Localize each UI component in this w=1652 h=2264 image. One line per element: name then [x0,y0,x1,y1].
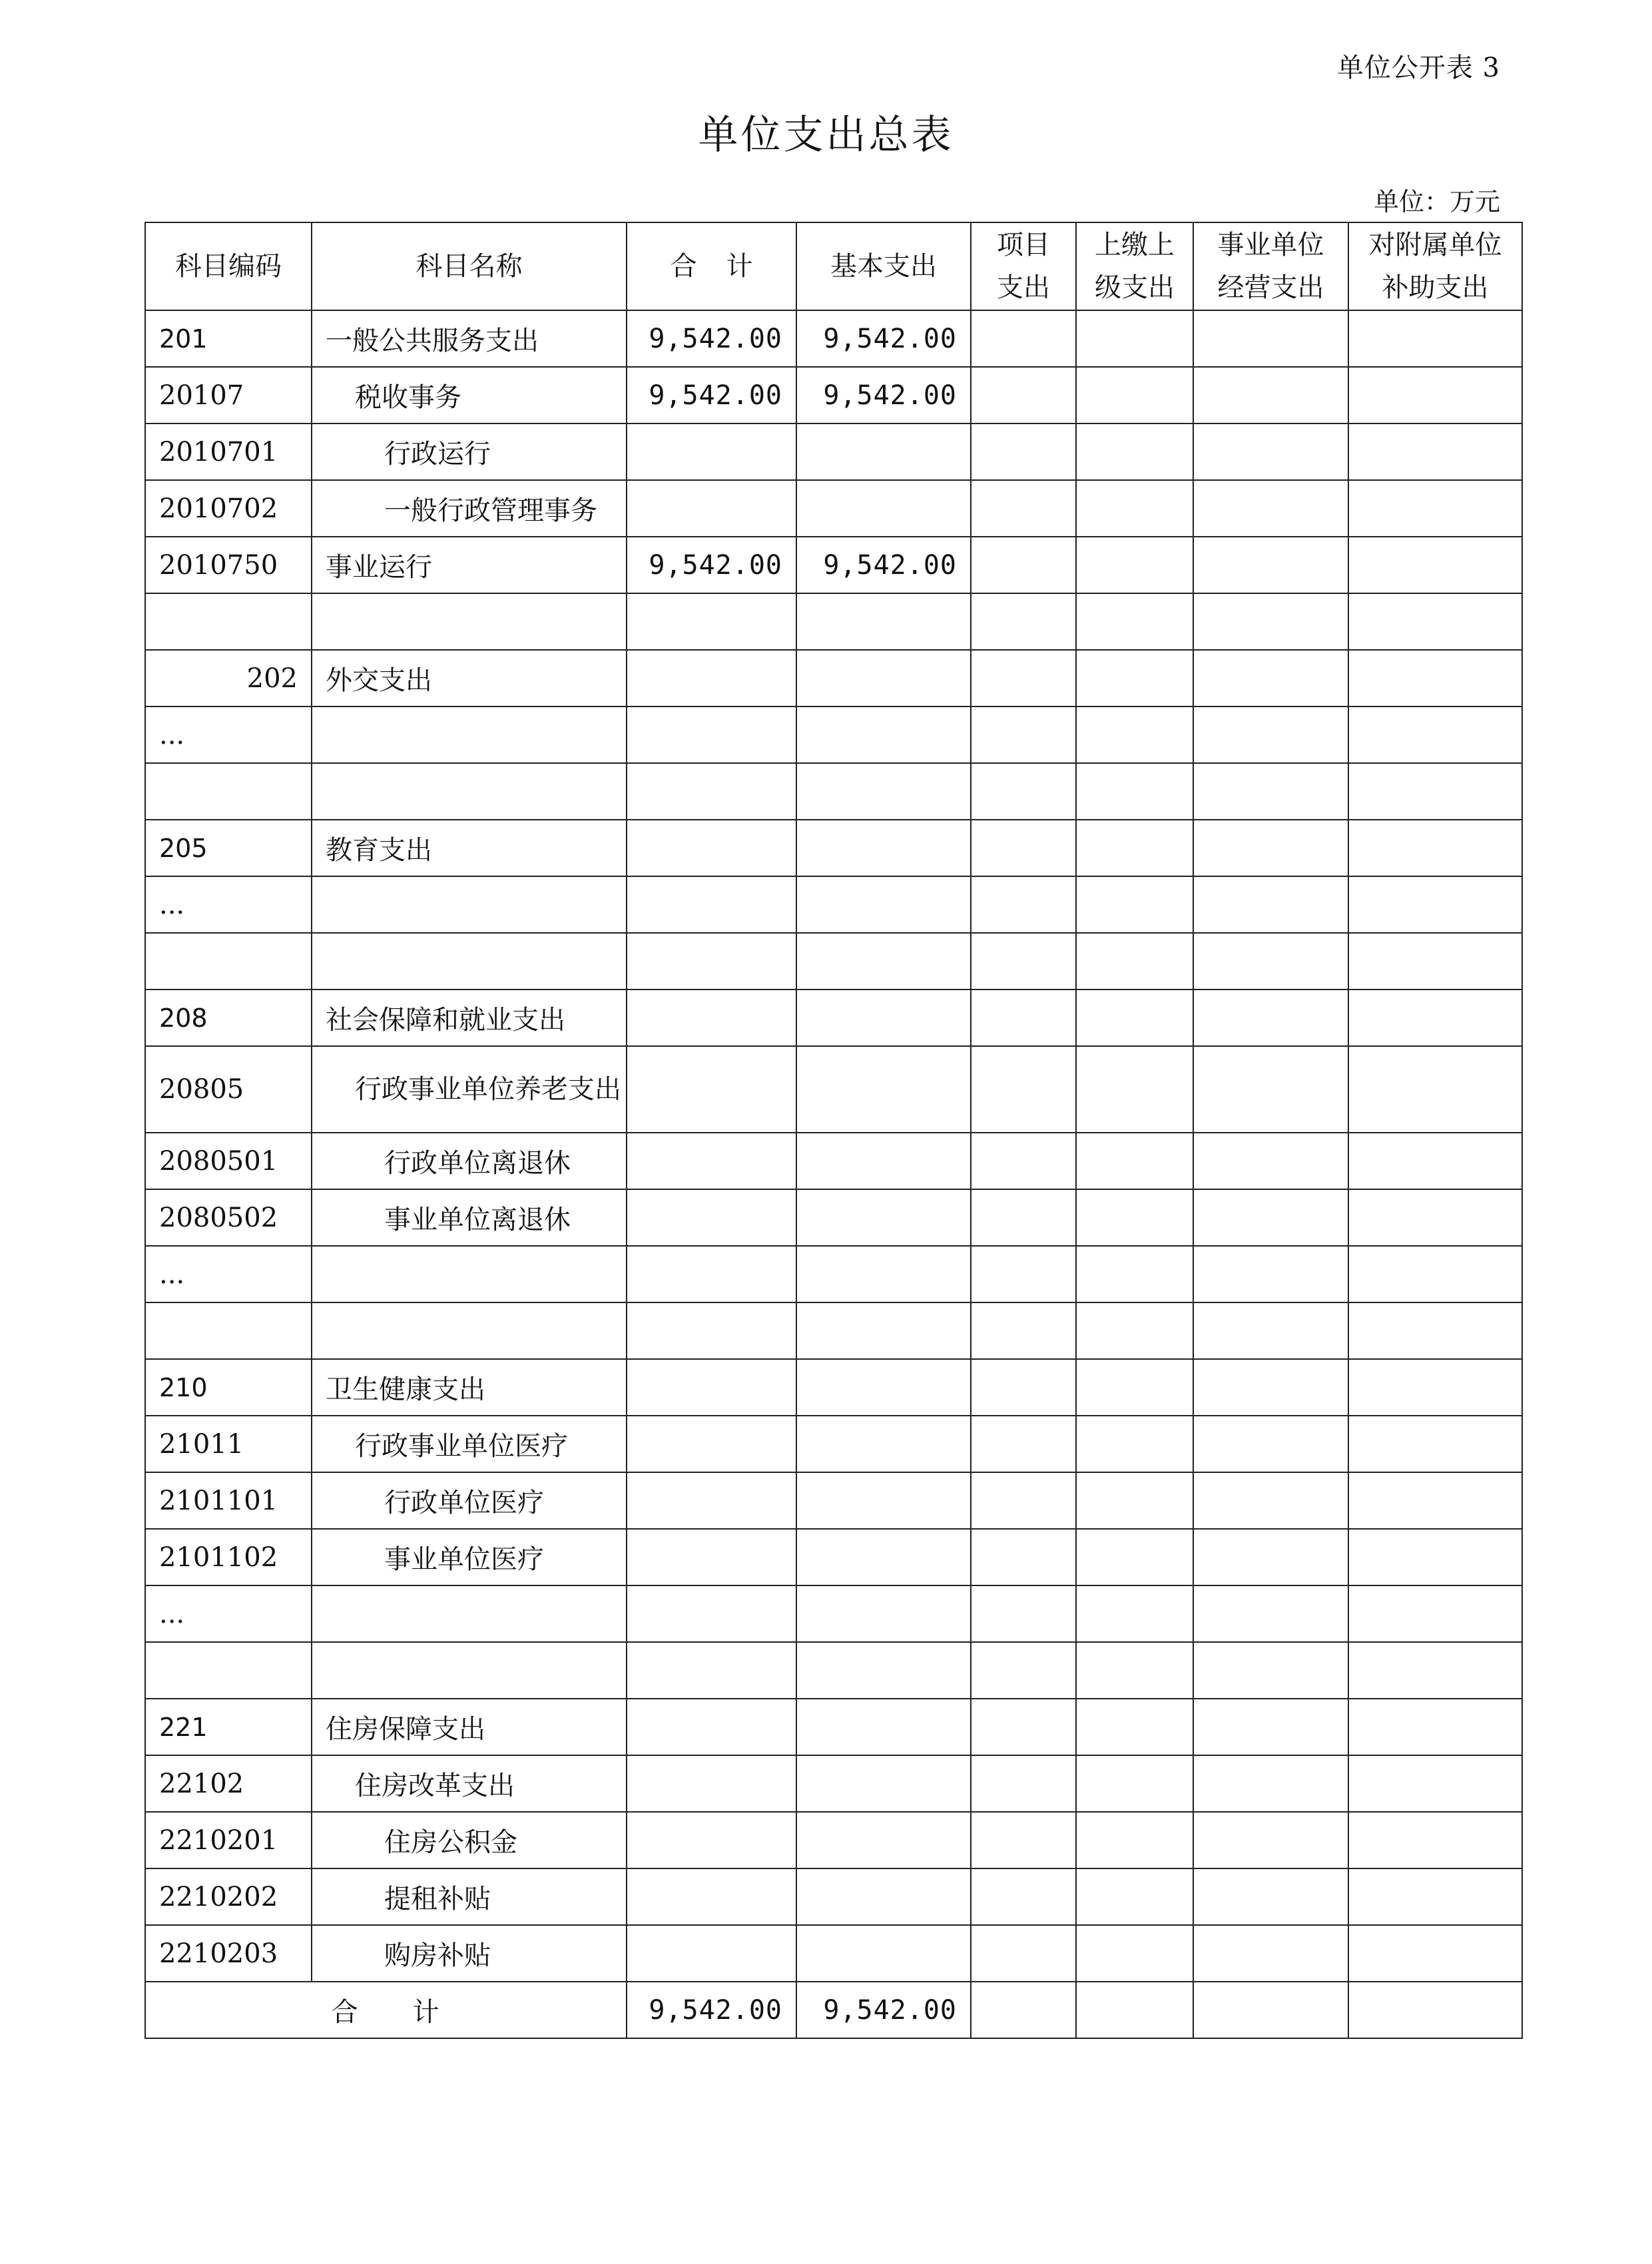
row-name: 事业单位医疗 [312,1529,627,1585]
table-row [145,1642,1522,1699]
row-subsidy [1348,1868,1522,1925]
row-name-text: 行政事业单位养老支出 [355,1074,621,1105]
row-name: 住房公积金 [312,1812,627,1868]
row-subsidy [1348,367,1522,424]
row-name [312,707,627,763]
header-name [312,222,627,310]
row-total [627,933,796,990]
row-code [145,1642,312,1699]
row-basic [796,1359,971,1416]
row-business [1193,650,1348,707]
table-row [145,1529,1522,1585]
table-row [145,593,1522,650]
table-row [145,537,1522,593]
row-remit [1076,367,1193,424]
row-total [627,1812,796,1868]
row-basic [796,933,971,990]
row-total [627,424,796,480]
row-total [627,1529,796,1585]
row-project [971,1529,1076,1585]
row-basic: 9,542.00 [796,537,971,593]
row-business [1193,1416,1348,1472]
row-code: ... [145,1585,312,1642]
row-name [312,933,627,990]
total-remit [1076,1982,1193,2038]
table-row [145,424,1522,480]
row-total [627,990,796,1046]
row-total [627,1189,796,1246]
row-remit [1076,990,1193,1046]
row-remit [1076,1472,1193,1529]
table-row [145,1868,1522,1925]
row-project [971,537,1076,593]
row-remit [1076,1868,1193,1925]
table-row [145,933,1522,990]
row-code [145,593,312,650]
row-basic [796,1925,971,1982]
header-subsidy-a: 对附属单位 [1368,230,1502,260]
row-business [1193,707,1348,763]
row-business [1193,1585,1348,1642]
row-total [627,1133,796,1189]
total-amount: 9,542.00 [627,1982,796,2038]
header-remit-a: 上缴上 [1095,230,1175,260]
row-subsidy [1348,1812,1522,1868]
row-remit [1076,1642,1193,1699]
row-project [971,820,1076,876]
row-business [1193,1046,1348,1133]
row-subsidy [1348,1642,1522,1699]
row-name [312,876,627,933]
row-code: 205 [145,820,312,876]
row-code: ... [145,876,312,933]
row-basic [796,1416,971,1472]
row-business [1193,1925,1348,1982]
row-project [971,1699,1076,1755]
row-project [971,1189,1076,1246]
row-total [627,1359,796,1416]
header-total-b: 计 [726,251,753,282]
row-remit [1076,1246,1193,1302]
row-code: 2010701 [145,424,312,480]
row-business [1193,1755,1348,1812]
row-business [1193,1189,1348,1246]
row-subsidy [1348,1925,1522,1982]
table-row [145,650,1522,707]
row-total [627,1642,796,1699]
row-remit [1076,1755,1193,1812]
row-remit [1076,1046,1193,1133]
header-subsidy-b: 补助支出 [1382,272,1489,303]
row-subsidy [1348,763,1522,820]
table-row [145,1359,1522,1416]
row-name: 一般公共服务支出 [312,310,627,367]
total-subsidy [1348,1982,1522,2038]
row-subsidy [1348,1699,1522,1755]
row-code: 2101102 [145,1529,312,1585]
row-total [627,1585,796,1642]
row-basic [796,820,971,876]
row-project [971,1868,1076,1925]
row-subsidy [1348,876,1522,933]
row-project [971,310,1076,367]
table-row [145,1189,1522,1246]
row-total [627,480,796,537]
header-remit-b: 级支出 [1095,272,1175,303]
row-project [971,763,1076,820]
row-subsidy [1348,1359,1522,1416]
row-name: 卫生健康支出 [312,1359,627,1416]
row-subsidy [1348,310,1522,367]
total-business [1193,1982,1348,2038]
row-basic [796,1642,971,1699]
table-row [145,1246,1522,1302]
row-project [971,1133,1076,1189]
row-subsidy [1348,1189,1522,1246]
table-row [145,1302,1522,1359]
row-business [1193,1472,1348,1529]
row-code: 20805 [145,1046,312,1133]
row-subsidy [1348,933,1522,990]
row-project [971,1755,1076,1812]
row-remit [1076,1585,1193,1642]
row-project [971,707,1076,763]
table-row [145,990,1522,1046]
row-business [1193,1868,1348,1925]
header-total [627,222,796,310]
row-basic [796,763,971,820]
row-business [1193,820,1348,876]
form-number: 单位公开表 3 [1336,53,1500,83]
row-name [312,593,627,650]
row-remit [1076,707,1193,763]
row-basic [796,1868,971,1925]
row-code: 2010702 [145,480,312,537]
row-business [1193,1642,1348,1699]
header-remit [1076,222,1193,310]
row-subsidy [1348,1046,1522,1133]
row-name: 行政运行 [312,424,627,480]
expenditure-table [144,222,1523,2039]
row-remit [1076,1529,1193,1585]
table-row [145,1133,1522,1189]
row-total: 9,542.00 [627,367,796,424]
row-code: 22102 [145,1755,312,1812]
row-total: 9,542.00 [627,537,796,593]
row-total [627,1046,796,1133]
row-total [627,1416,796,1472]
row-name: 事业单位离退休 [312,1189,627,1246]
row-remit [1076,310,1193,367]
table-row [145,876,1522,933]
table-row [145,820,1522,876]
row-project [971,1642,1076,1699]
header-basic [796,222,971,310]
total-label-b: 计 [412,1997,441,2028]
row-total [627,650,796,707]
row-remit [1076,1359,1193,1416]
row-code: 201 [145,310,312,367]
row-code: 2210201 [145,1812,312,1868]
header-code [145,222,312,310]
row-code: 208 [145,990,312,1046]
row-business [1193,424,1348,480]
row-business [1193,763,1348,820]
row-code [145,933,312,990]
row-subsidy [1348,1246,1522,1302]
table-row [145,1925,1522,1982]
row-name [312,1585,627,1642]
row-subsidy [1348,1529,1522,1585]
row-code: 2210202 [145,1868,312,1925]
unit-label: 单位：万元 [1373,187,1500,216]
row-remit [1076,424,1193,480]
row-total: 9,542.00 [627,310,796,367]
row-name: 住房改革支出 [312,1755,627,1812]
header-subsidy [1348,222,1522,310]
row-project [971,367,1076,424]
table-row [145,1699,1522,1755]
row-code: 2210203 [145,1925,312,1982]
row-remit [1076,480,1193,537]
page-title: 单位支出总表 [698,112,954,158]
table-row [145,1472,1522,1529]
row-subsidy [1348,707,1522,763]
row-code: 2101101 [145,1472,312,1529]
row-total [627,1868,796,1925]
row-remit [1076,820,1193,876]
row-basic [796,1302,971,1359]
row-total [627,1472,796,1529]
row-basic [796,424,971,480]
row-project [971,1246,1076,1302]
row-subsidy [1348,990,1522,1046]
row-basic [796,593,971,650]
table-row [145,763,1522,820]
row-basic [796,707,971,763]
row-code: 2080501 [145,1133,312,1189]
header-total-a: 合 [670,251,697,282]
row-business [1193,876,1348,933]
row-basic [796,1189,971,1246]
row-total [627,876,796,933]
row-code [145,763,312,820]
header-name-text: 科目名称 [415,251,523,282]
row-code [145,1302,312,1359]
row-project [971,1472,1076,1529]
header-project [971,222,1076,310]
row-total [627,1302,796,1359]
row-subsidy [1348,820,1522,876]
row-basic [796,876,971,933]
row-code: 2080502 [145,1189,312,1246]
row-basic: 9,542.00 [796,367,971,424]
header-business [1193,222,1348,310]
row-remit [1076,593,1193,650]
row-business [1193,1302,1348,1359]
header-business-b: 经营支出 [1217,272,1324,303]
row-total [627,1699,796,1755]
table-row [145,707,1522,763]
row-total [627,820,796,876]
row-business [1193,593,1348,650]
row-total [627,1755,796,1812]
row-subsidy [1348,1585,1522,1642]
row-code: 221 [145,1699,312,1755]
row-subsidy [1348,593,1522,650]
row-subsidy [1348,480,1522,537]
row-basic [796,1133,971,1189]
row-project [971,1812,1076,1868]
table-row [145,1046,1522,1133]
row-project [971,876,1076,933]
row-name: 社会保障和就业支出 [312,990,627,1046]
table-row [145,1416,1522,1472]
row-business [1193,1359,1348,1416]
header-project-b: 支出 [997,272,1050,303]
row-total [627,763,796,820]
row-remit [1076,1302,1193,1359]
row-project [971,593,1076,650]
row-remit [1076,1699,1193,1755]
row-code: 202 [145,650,312,707]
row-remit [1076,1416,1193,1472]
row-name [312,763,627,820]
row-total [627,593,796,650]
header-row [145,222,1522,310]
row-business [1193,990,1348,1046]
total-label [145,1982,627,2038]
row-project [971,424,1076,480]
row-remit [1076,1189,1193,1246]
row-remit [1076,1812,1193,1868]
row-basic [796,990,971,1046]
row-code: 21011 [145,1416,312,1472]
total-basic: 9,542.00 [796,1982,971,2038]
header-business-a: 事业单位 [1217,230,1324,260]
row-name: 一般行政管理事务 [312,480,627,537]
row-project [971,650,1076,707]
row-name: 住房保障支出 [312,1699,627,1755]
row-code: 2010750 [145,537,312,593]
row-subsidy [1348,537,1522,593]
header-basic-text: 基本支出 [830,251,937,282]
total-label-a: 合 [331,1997,360,2028]
row-code: 20107 [145,367,312,424]
row-name: 提租补贴 [312,1868,627,1925]
row-remit [1076,1133,1193,1189]
row-basic [796,1529,971,1585]
row-code: ... [145,707,312,763]
row-remit [1076,1925,1193,1982]
row-project [971,990,1076,1046]
table-row [145,310,1522,367]
header-project-a: 项目 [997,230,1050,260]
row-project [971,1046,1076,1133]
row-remit [1076,537,1193,593]
row-basic [796,1699,971,1755]
row-business [1193,1246,1348,1302]
row-subsidy [1348,1472,1522,1529]
row-basic [796,1046,971,1133]
row-project [971,480,1076,537]
row-name: 税收事务 [312,367,627,424]
row-business [1193,1812,1348,1868]
row-name: 行政事业单位医疗 [312,1416,627,1472]
row-basic [796,1585,971,1642]
row-subsidy [1348,650,1522,707]
row-remit [1076,650,1193,707]
row-basic [796,1812,971,1868]
row-total [627,1246,796,1302]
table-row [145,1755,1522,1812]
table-row [145,480,1522,537]
row-project [971,1359,1076,1416]
row-name: 行政单位离退休 [312,1133,627,1189]
row-basic [796,1472,971,1529]
total-row [145,1982,1522,2038]
row-subsidy [1348,1302,1522,1359]
row-remit [1076,763,1193,820]
header-code-text: 科目编码 [175,251,282,282]
row-remit [1076,933,1193,990]
row-name: 购房补贴 [312,1925,627,1982]
row-business [1193,310,1348,367]
row-subsidy [1348,1133,1522,1189]
row-basic [796,1755,971,1812]
row-business [1193,1133,1348,1189]
row-name: 行政单位医疗 [312,1472,627,1529]
row-code: 210 [145,1359,312,1416]
row-project [971,1585,1076,1642]
row-name [312,1302,627,1359]
row-name [312,1246,627,1302]
row-project [971,1302,1076,1359]
row-project [971,1925,1076,1982]
row-project [971,933,1076,990]
row-basic: 9,542.00 [796,310,971,367]
row-subsidy [1348,1755,1522,1812]
row-basic [796,650,971,707]
row-remit [1076,876,1193,933]
row-name [312,1642,627,1699]
row-total [627,707,796,763]
row-code: ... [145,1246,312,1302]
row-business [1193,933,1348,990]
row-business [1193,480,1348,537]
row-name: 外交支出 [312,650,627,707]
row-name: 教育支出 [312,820,627,876]
row-business [1193,1529,1348,1585]
row-basic [796,480,971,537]
row-subsidy [1348,1416,1522,1472]
row-name [312,1046,627,1133]
row-total [627,1925,796,1982]
total-project [971,1982,1076,2038]
table-row [145,1812,1522,1868]
table-row [145,367,1522,424]
row-basic [796,1246,971,1302]
row-business [1193,367,1348,424]
row-subsidy [1348,424,1522,480]
row-business [1193,1699,1348,1755]
row-project [971,1416,1076,1472]
row-business [1193,537,1348,593]
table-row [145,1585,1522,1642]
row-name: 事业运行 [312,537,627,593]
